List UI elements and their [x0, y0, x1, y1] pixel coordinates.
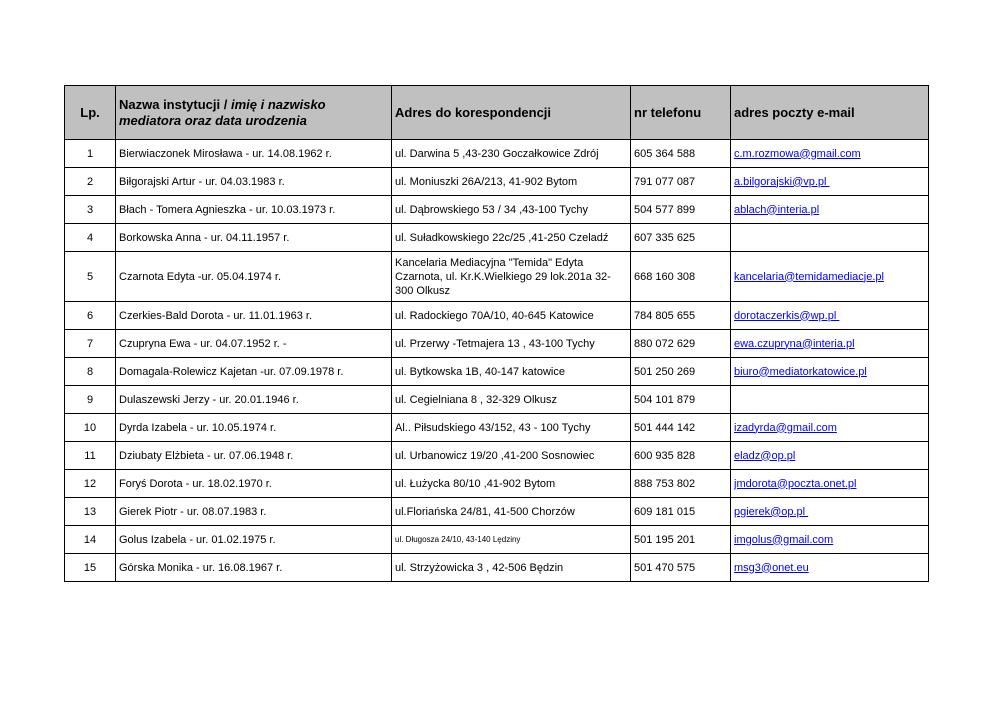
cell-lp: 13 [65, 498, 116, 526]
cell-email [731, 196, 929, 224]
cell-lp: 12 [65, 470, 116, 498]
cell-email [731, 224, 929, 252]
table-row [65, 554, 929, 582]
table-row [65, 386, 929, 414]
cell-name: Gierek Piotr - ur. 08.07.1983 r. [116, 498, 392, 526]
cell-phone: 609 181 015 [631, 498, 731, 526]
cell-address: Kancelaria Mediacyjna "Temida" Edyta Czarnota, ul. Kr.K.Wielkiego 29 lok.201a 32-300 Olkusz [392, 252, 631, 302]
cell-name: Górska Monika - ur. 16.08.1967 r. [116, 554, 392, 582]
header-name-italic: imię i nazwisko mediatora oraz data urodzenia [119, 96, 326, 128]
cell-email [731, 330, 929, 358]
email-link[interactable]: pgierek@op.pl [734, 505, 809, 518]
cell-address: ul. Przerwy -Tetmajera 13 , 43-100 Tychy [392, 330, 631, 358]
table-row [65, 442, 929, 470]
email-link[interactable]: ewa.czupryna@interia.pl [734, 337, 855, 350]
cell-address: ul. Długosza 24/10, 43-140 Lędziny [392, 526, 631, 554]
table-row [65, 224, 929, 252]
cell-email [731, 302, 929, 330]
email-link[interactable]: c.m.rozmowa@gmail.com [734, 147, 861, 160]
cell-name: Czupryna Ewa - ur. 04.07.1952 r. - [116, 330, 392, 358]
table-row [65, 168, 929, 196]
cell-email [731, 554, 929, 582]
email-link[interactable]: dorotaczerkis@wp.pl [734, 309, 840, 322]
cell-email [731, 498, 929, 526]
cell-lp: 5 [65, 252, 116, 302]
table-row [65, 498, 929, 526]
cell-lp: 15 [65, 554, 116, 582]
cell-phone: 791 077 087 [631, 168, 731, 196]
cell-address: Al.. Piłsudskiego 43/152, 43 - 100 Tychy [392, 414, 631, 442]
header-name [116, 86, 392, 140]
cell-address: ul. Cegielniana 8 , 32-329 Olkusz [392, 386, 631, 414]
table-row [65, 252, 929, 302]
cell-lp: 3 [65, 196, 116, 224]
cell-lp: 7 [65, 330, 116, 358]
cell-address: ul. Strzyżowicka 3 , 42-506 Będzin [392, 554, 631, 582]
header-address: Adres do korespondencji [392, 86, 631, 140]
cell-lp: 11 [65, 442, 116, 470]
cell-name: Czerkies-Bald Dorota - ur. 11.01.1963 r. [116, 302, 392, 330]
cell-email [731, 470, 929, 498]
cell-phone: 501 444 142 [631, 414, 731, 442]
cell-phone: 501 195 201 [631, 526, 731, 554]
cell-phone: 888 753 802 [631, 470, 731, 498]
table-row [65, 358, 929, 386]
cell-email [731, 358, 929, 386]
cell-lp: 9 [65, 386, 116, 414]
cell-phone: 668 160 308 [631, 252, 731, 302]
cell-name: Bierwiaczonek Mirosława - ur. 14.08.1962 r. [116, 140, 392, 168]
cell-lp: 6 [65, 302, 116, 330]
cell-name: Dziubaty Elżbieta - ur. 07.06.1948 r. [116, 442, 392, 470]
cell-address: ul. Suładkowskiego 22c/25 ,41-250 Czeladź [392, 224, 631, 252]
cell-name: Borkowska Anna - ur. 04.11.1957 r. [116, 224, 392, 252]
email-link[interactable]: a.bilgorajski@vp.pl [734, 175, 830, 188]
cell-address: ul. Darwina 5 ,43-230 Goczałkowice Zdrój [392, 140, 631, 168]
cell-lp: 2 [65, 168, 116, 196]
email-link[interactable]: jmdorota@poczta.onet.pl [734, 477, 857, 490]
mediators-table [64, 85, 929, 582]
cell-address: ul. Dąbrowskiego 53 / 34 ,43-100 Tychy [392, 196, 631, 224]
cell-phone: 784 805 655 [631, 302, 731, 330]
cell-phone: 880 072 629 [631, 330, 731, 358]
cell-phone: 504 101 879 [631, 386, 731, 414]
cell-phone: 605 364 588 [631, 140, 731, 168]
cell-phone: 501 250 269 [631, 358, 731, 386]
table-row [65, 140, 929, 168]
cell-address: ul. Moniuszki 26A/213, 41-902 Bytom [392, 168, 631, 196]
cell-name: Domagala-Rolewicz Kajetan -ur. 07.09.1978 r. [116, 358, 392, 386]
cell-name: Foryś Dorota - ur. 18.02.1970 r. [116, 470, 392, 498]
cell-lp: 8 [65, 358, 116, 386]
header-lp: Lp. [65, 86, 116, 140]
cell-address: ul.Floriańska 24/81, 41-500 Chorzów [392, 498, 631, 526]
table-row [65, 330, 929, 358]
cell-lp: 10 [65, 414, 116, 442]
header-name-bold: Nazwa instytucji / [119, 96, 231, 112]
header-phone: nr telefonu [631, 86, 731, 140]
email-link[interactable]: eladz@op.pl [734, 449, 796, 462]
email-link[interactable]: kancelaria@temidamediacje.pl [734, 270, 884, 283]
cell-email [731, 252, 929, 302]
cell-name: Dyrda Izabela - ur. 10.05.1974 r. [116, 414, 392, 442]
cell-email [731, 140, 929, 168]
cell-name: Dulaszewski Jerzy - ur. 20.01.1946 r. [116, 386, 392, 414]
cell-lp: 4 [65, 224, 116, 252]
cell-address: ul. Bytkowska 1B, 40-147 katowice [392, 358, 631, 386]
email-link[interactable]: imgolus@gmail.com [734, 533, 834, 546]
header-email: adres poczty e-mail [731, 86, 929, 140]
cell-phone: 607 335 625 [631, 224, 731, 252]
cell-phone: 600 935 828 [631, 442, 731, 470]
cell-phone: 504 577 899 [631, 196, 731, 224]
cell-email [731, 414, 929, 442]
cell-name: Golus Izabela - ur. 01.02.1975 r. [116, 526, 392, 554]
table-row [65, 470, 929, 498]
cell-name: Błach - Tomera Agnieszka - ur. 10.03.1973 r. [116, 196, 392, 224]
table-row [65, 414, 929, 442]
cell-address: ul. Urbanowicz 19/20 ,41-200 Sosnowiec [392, 442, 631, 470]
cell-email [731, 442, 929, 470]
cell-name: Biłgorajski Artur - ur. 04.03.1983 r. [116, 168, 392, 196]
cell-lp: 1 [65, 140, 116, 168]
table-row [65, 196, 929, 224]
cell-email [731, 168, 929, 196]
cell-email [731, 386, 929, 414]
cell-name: Czarnota Edyta -ur. 05.04.1974 r. [116, 252, 392, 302]
table-row [65, 526, 929, 554]
email-link[interactable]: msg3@onet.eu [734, 561, 809, 574]
table-row [65, 302, 929, 330]
cell-email [731, 526, 929, 554]
header-row [65, 86, 929, 140]
cell-phone: 501 470 575 [631, 554, 731, 582]
cell-lp: 14 [65, 526, 116, 554]
cell-address: ul. Łużycka 80/10 ,41-902 Bytom [392, 470, 631, 498]
email-link[interactable]: ablach@interia.pl [734, 203, 820, 216]
table-body [65, 140, 929, 582]
email-link[interactable]: izadyrda@gmail.com [734, 421, 837, 434]
email-link[interactable]: biuro@mediatorkatowice.pl [734, 365, 867, 378]
cell-address: ul. Radockiego 70A/10, 40-645 Katowice [392, 302, 631, 330]
